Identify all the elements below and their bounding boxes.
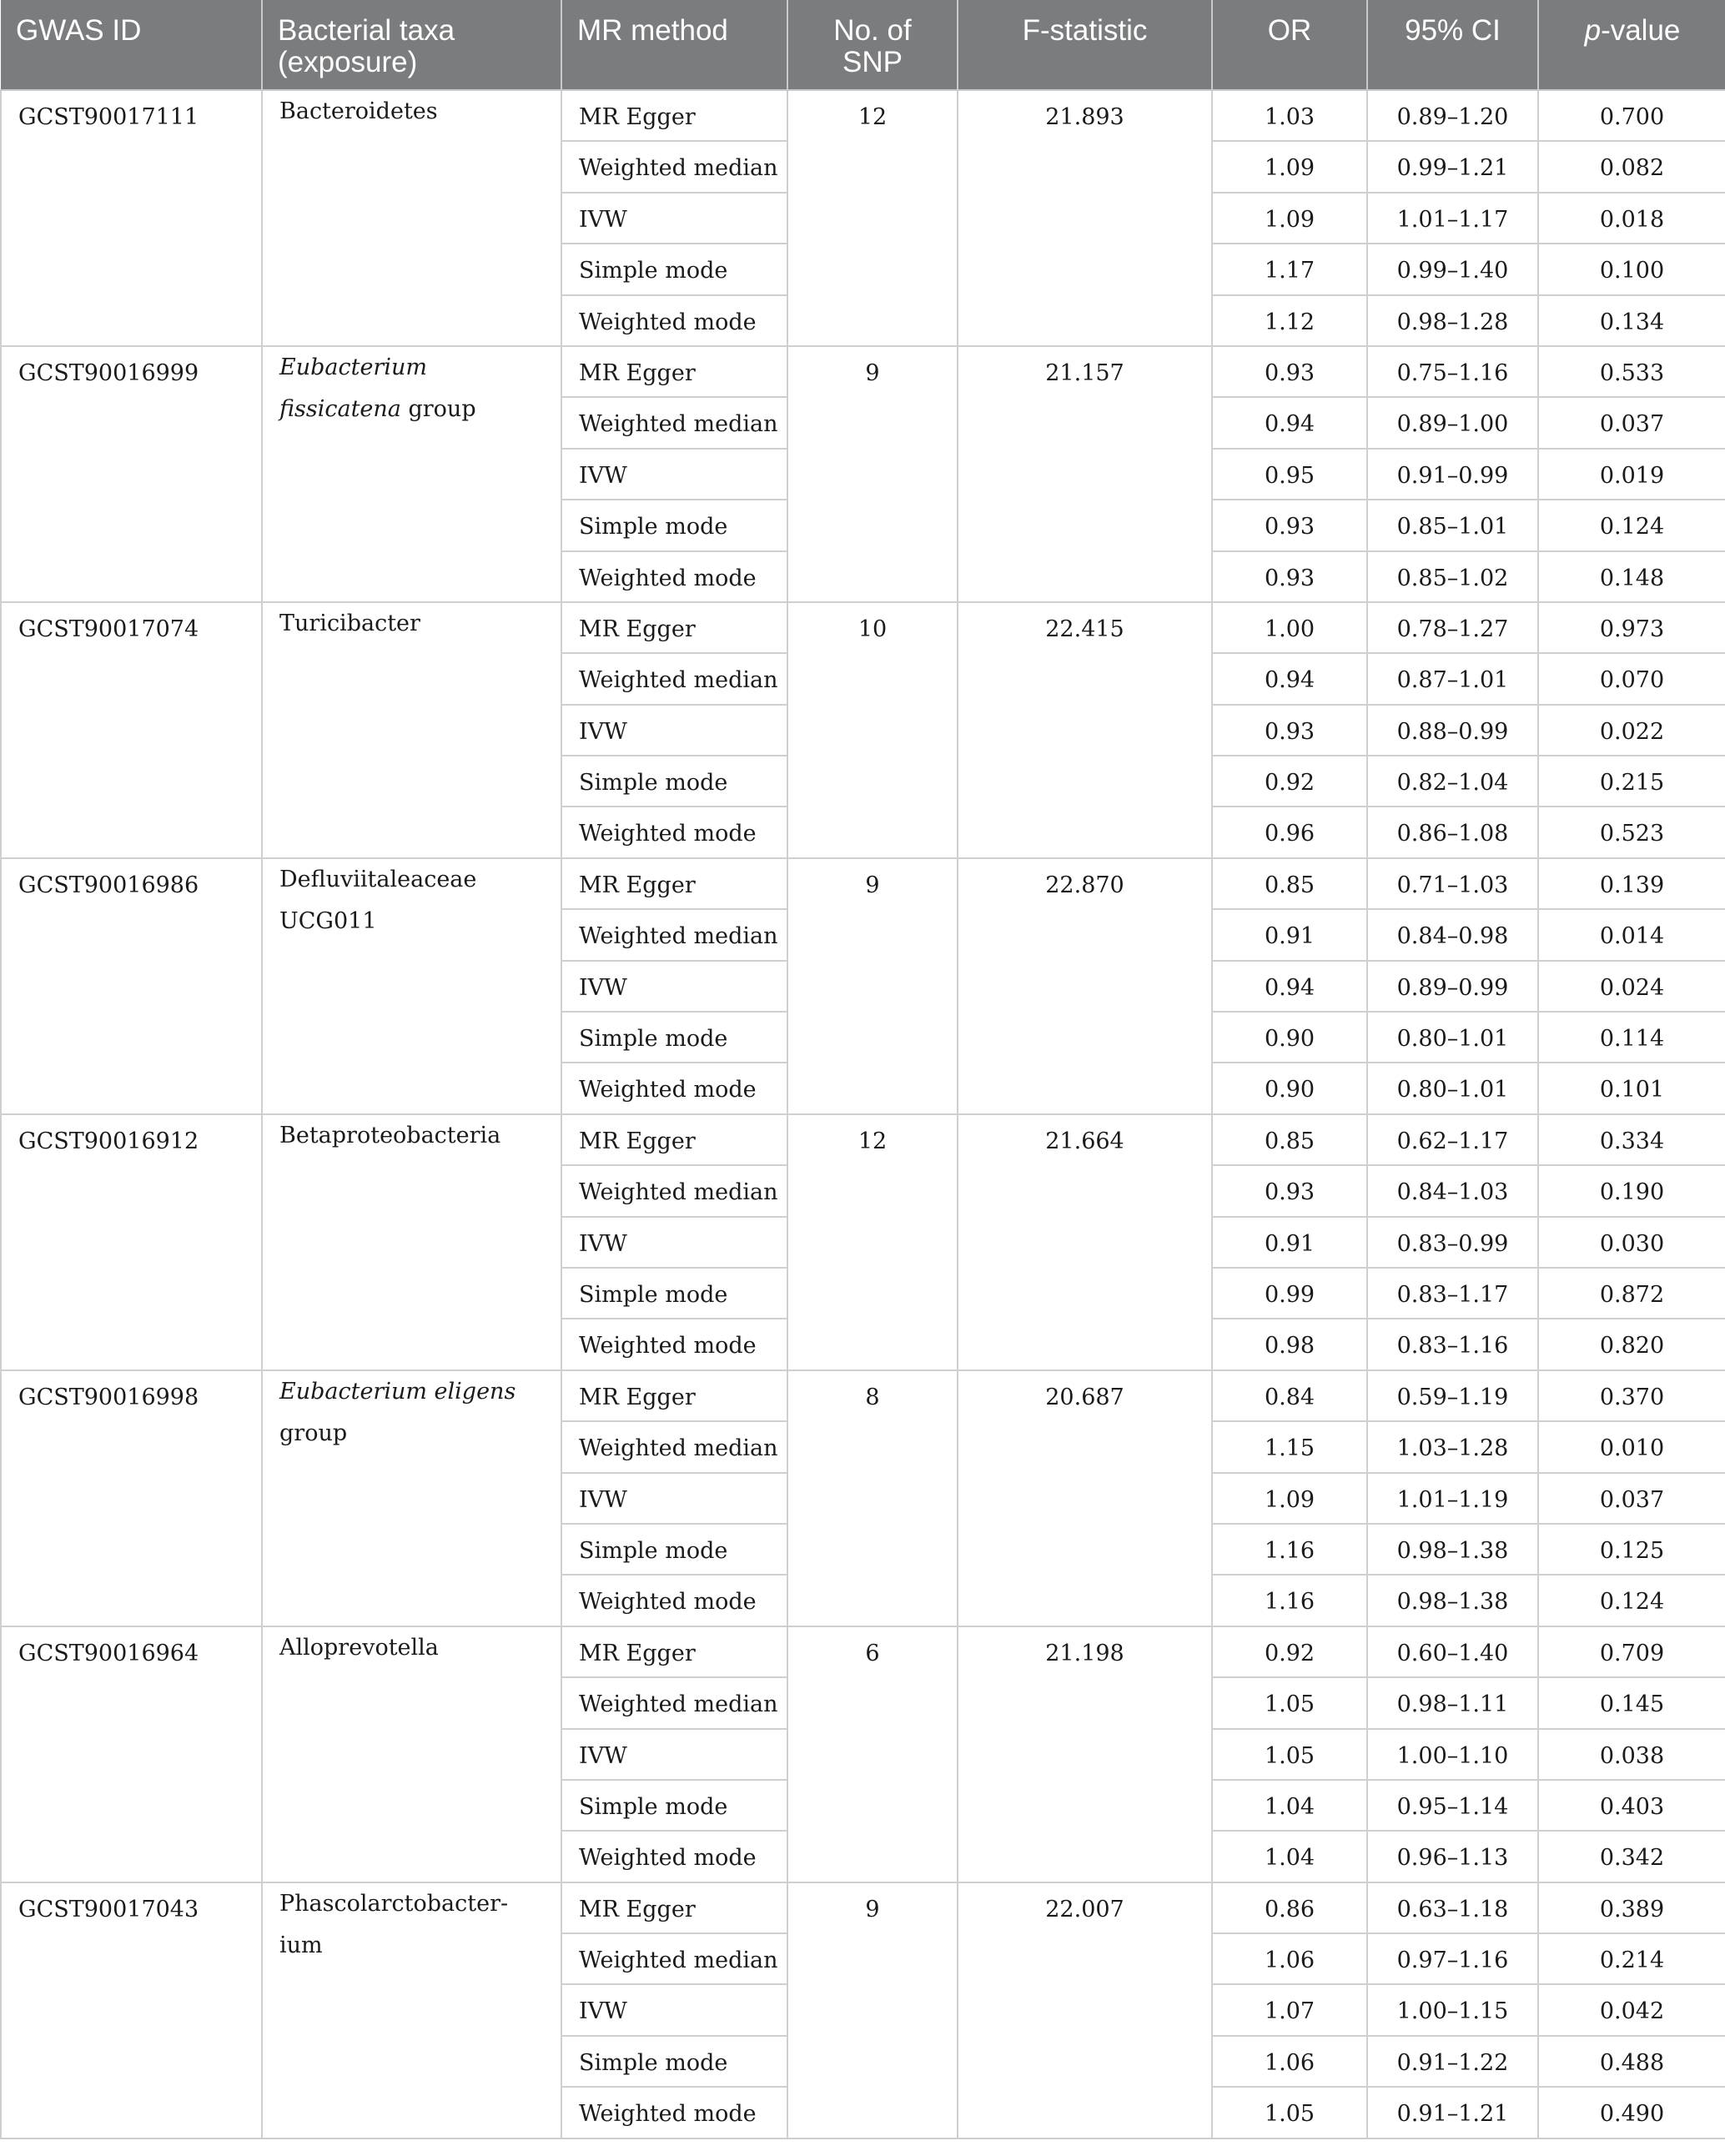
mr-method-cell: Weighted mode — [561, 295, 787, 346]
p-value-cell: 0.533 — [1538, 346, 1725, 397]
header-row — [1, 0, 1725, 90]
mr-method-cell: MR Egger — [561, 1626, 787, 1677]
or-cell: 1.05 — [1212, 1677, 1367, 1728]
p-value-cell: 0.334 — [1538, 1114, 1725, 1165]
bacterial-taxa-cell — [262, 90, 561, 346]
or-cell: 0.93 — [1212, 346, 1367, 397]
ci-cell: 0.75–1.16 — [1367, 346, 1538, 397]
taxa-name: Turicibacter — [279, 610, 420, 636]
or-cell: 0.84 — [1212, 1370, 1367, 1421]
mr-method-cell: IVW — [561, 705, 787, 756]
f-statistic-cell: 22.007 — [958, 1882, 1212, 2138]
taxa-italic-name: Eubacterium eligens — [279, 1378, 516, 1405]
p-value-cell: 0.700 — [1538, 90, 1725, 141]
header-snp-line2: SNP — [842, 46, 903, 78]
table-row — [1, 1370, 1725, 1421]
or-cell: 1.03 — [1212, 90, 1367, 141]
or-cell: 0.90 — [1212, 1063, 1367, 1113]
table-row — [1, 858, 1725, 909]
or-cell: 1.05 — [1212, 1729, 1367, 1780]
bacterial-taxa-cell — [262, 1370, 561, 1626]
or-cell: 0.91 — [1212, 1217, 1367, 1268]
mr-method-cell: Simple mode — [561, 756, 787, 807]
or-cell: 1.05 — [1212, 2087, 1367, 2138]
p-value-cell: 0.139 — [1538, 858, 1725, 909]
ci-cell: 0.83–0.99 — [1367, 1217, 1538, 1268]
p-value-cell: 0.022 — [1538, 705, 1725, 756]
p-value-cell: 0.145 — [1538, 1677, 1725, 1728]
p-value-cell: 0.389 — [1538, 1882, 1725, 1933]
or-cell: 1.16 — [1212, 1524, 1367, 1575]
mr-method-cell: Weighted mode — [561, 551, 787, 602]
mr-method-cell: Weighted mode — [561, 807, 787, 857]
header-p-value — [1538, 0, 1725, 90]
or-cell: 1.06 — [1212, 1933, 1367, 1984]
mr-method-cell: MR Egger — [561, 90, 787, 141]
or-cell: 0.94 — [1212, 653, 1367, 704]
table-row — [1, 90, 1725, 141]
taxa-name: Defluviitaleaceae UCG011 — [279, 866, 477, 934]
or-cell: 1.17 — [1212, 244, 1367, 294]
p-value-cell: 0.024 — [1538, 961, 1725, 1012]
ci-cell: 0.85–1.02 — [1367, 551, 1538, 602]
p-value-cell: 0.125 — [1538, 1524, 1725, 1575]
mr-method-cell: MR Egger — [561, 1882, 787, 1933]
ci-cell: 1.01–1.17 — [1367, 193, 1538, 244]
snp-count-cell: 9 — [787, 346, 958, 602]
header-snp-count — [787, 0, 958, 90]
header-p-italic: p — [1584, 14, 1602, 47]
ci-cell: 0.60–1.40 — [1367, 1626, 1538, 1677]
ci-cell: 0.86–1.08 — [1367, 807, 1538, 857]
f-statistic-cell: 20.687 — [958, 1370, 1212, 1626]
ci-cell: 0.89–1.20 — [1367, 90, 1538, 141]
table-header — [1, 0, 1725, 90]
or-cell: 0.99 — [1212, 1268, 1367, 1319]
or-cell: 1.07 — [1212, 1984, 1367, 2035]
ci-cell: 0.87–1.01 — [1367, 653, 1538, 704]
or-cell: 1.06 — [1212, 2036, 1367, 2087]
gwas-id-cell: GCST90017074 — [1, 602, 262, 858]
mr-method-cell: Weighted median — [561, 1933, 787, 1984]
mr-method-cell: Simple mode — [561, 1268, 787, 1319]
p-value-cell: 0.018 — [1538, 193, 1725, 244]
mr-method-cell: IVW — [561, 961, 787, 1012]
ci-cell: 0.99–1.21 — [1367, 141, 1538, 192]
bacterial-taxa-cell — [262, 1114, 561, 1370]
or-cell: 0.93 — [1212, 1165, 1367, 1216]
taxa-name: group — [279, 1420, 348, 1446]
mr-method-cell: MR Egger — [561, 858, 787, 909]
ci-cell: 0.85–1.01 — [1367, 500, 1538, 550]
gwas-id-cell: GCST90016998 — [1, 1370, 262, 1626]
header-p-rest: -value — [1601, 14, 1681, 47]
ci-cell: 0.96–1.13 — [1367, 1831, 1538, 1882]
ci-cell: 0.91–0.99 — [1367, 449, 1538, 500]
or-cell: 1.00 — [1212, 602, 1367, 653]
ci-cell: 0.63–1.18 — [1367, 1882, 1538, 1933]
f-statistic-cell: 21.157 — [958, 346, 1212, 602]
or-cell: 1.04 — [1212, 1831, 1367, 1882]
f-statistic-cell: 22.870 — [958, 858, 1212, 1114]
ci-cell: 0.84–0.98 — [1367, 909, 1538, 960]
p-value-cell: 0.070 — [1538, 653, 1725, 704]
or-cell: 0.93 — [1212, 500, 1367, 550]
or-cell: 0.95 — [1212, 449, 1367, 500]
table-row — [1, 346, 1725, 397]
mr-method-cell: Weighted mode — [561, 1319, 787, 1369]
table-row — [1, 602, 1725, 653]
p-value-cell: 0.124 — [1538, 1575, 1725, 1626]
p-value-cell: 0.488 — [1538, 2036, 1725, 2087]
or-cell: 0.91 — [1212, 909, 1367, 960]
header-mr-method: MR method — [561, 0, 787, 90]
or-cell: 1.09 — [1212, 193, 1367, 244]
p-value-cell: 0.038 — [1538, 1729, 1725, 1780]
ci-cell: 0.95–1.14 — [1367, 1780, 1538, 1831]
or-cell: 0.90 — [1212, 1012, 1367, 1063]
or-cell: 0.93 — [1212, 551, 1367, 602]
or-cell: 1.12 — [1212, 295, 1367, 346]
ci-cell: 1.00–1.10 — [1367, 1729, 1538, 1780]
bacterial-taxa-cell — [262, 1882, 561, 2138]
f-statistic-cell: 21.893 — [958, 90, 1212, 346]
bacterial-taxa-cell — [262, 858, 561, 1114]
taxa-name: Bacteroidetes — [279, 98, 438, 124]
taxa-name: Phascolarctobacter-ium — [279, 1890, 509, 1958]
p-value-cell: 0.973 — [1538, 602, 1725, 653]
mr-method-cell: Weighted median — [561, 397, 787, 448]
mr-method-cell: Weighted median — [561, 1165, 787, 1216]
p-value-cell: 0.214 — [1538, 1933, 1725, 1984]
snp-count-cell: 9 — [787, 1882, 958, 2138]
ci-cell: 0.62–1.17 — [1367, 1114, 1538, 1165]
p-value-cell: 0.019 — [1538, 449, 1725, 500]
mr-method-cell: Weighted median — [561, 1421, 787, 1472]
mr-method-cell: Weighted mode — [561, 1831, 787, 1882]
mr-method-cell: Weighted mode — [561, 1575, 787, 1626]
taxa-name: Betaproteobacteria — [279, 1122, 501, 1148]
or-cell: 0.98 — [1212, 1319, 1367, 1369]
ci-cell: 1.01–1.19 — [1367, 1473, 1538, 1524]
header-bacterial-taxa — [262, 0, 561, 90]
or-cell: 0.92 — [1212, 1626, 1367, 1677]
p-value-cell: 0.037 — [1538, 1473, 1725, 1524]
or-cell: 0.93 — [1212, 705, 1367, 756]
p-value-cell: 0.215 — [1538, 756, 1725, 807]
p-value-cell: 0.148 — [1538, 551, 1725, 602]
mr-method-cell: Simple mode — [561, 1780, 787, 1831]
snp-count-cell: 12 — [787, 1114, 958, 1370]
p-value-cell: 0.370 — [1538, 1370, 1725, 1421]
taxa-name: group — [408, 395, 476, 422]
ci-cell: 0.98–1.38 — [1367, 1575, 1538, 1626]
ci-cell: 0.98–1.38 — [1367, 1524, 1538, 1575]
ci-cell: 0.88–0.99 — [1367, 705, 1538, 756]
or-cell: 0.96 — [1212, 807, 1367, 857]
or-cell: 1.16 — [1212, 1575, 1367, 1626]
bacterial-taxa-cell — [262, 602, 561, 858]
ci-cell: 0.89–0.99 — [1367, 961, 1538, 1012]
ci-cell: 0.80–1.01 — [1367, 1012, 1538, 1063]
p-value-cell: 0.872 — [1538, 1268, 1725, 1319]
p-value-cell: 0.124 — [1538, 500, 1725, 550]
taxa-name: Alloprevotella — [279, 1634, 439, 1661]
header-taxa-line1: Bacterial taxa — [278, 14, 455, 47]
mr-method-cell: Weighted mode — [561, 2087, 787, 2138]
p-value-cell: 0.082 — [1538, 141, 1725, 192]
header-f-statistic: F-statistic — [958, 0, 1212, 90]
bacterial-taxa-cell — [262, 1626, 561, 1882]
mr-method-cell: Simple mode — [561, 244, 787, 294]
p-value-cell: 0.490 — [1538, 2087, 1725, 2138]
gwas-id-cell: GCST90016964 — [1, 1626, 262, 1882]
taxa-italic-name: Eubacterium fissicatena — [279, 354, 427, 422]
or-cell: 0.85 — [1212, 1114, 1367, 1165]
snp-count-cell: 9 — [787, 858, 958, 1114]
mr-method-cell: Weighted median — [561, 909, 787, 960]
table-row — [1, 1114, 1725, 1165]
p-value-cell: 0.134 — [1538, 295, 1725, 346]
ci-cell: 0.59–1.19 — [1367, 1370, 1538, 1421]
f-statistic-cell: 22.415 — [958, 602, 1212, 858]
f-statistic-cell: 21.664 — [958, 1114, 1212, 1370]
p-value-cell: 0.042 — [1538, 1984, 1725, 2035]
ci-cell: 0.98–1.28 — [1367, 295, 1538, 346]
mr-method-cell: Simple mode — [561, 2036, 787, 2087]
bacterial-taxa-cell — [262, 346, 561, 602]
p-value-cell: 0.010 — [1538, 1421, 1725, 1472]
header-taxa-line2: (exposure) — [278, 46, 418, 78]
gwas-id-cell: GCST90016999 — [1, 346, 262, 602]
table-row — [1, 1882, 1725, 1933]
ci-cell: 0.83–1.16 — [1367, 1319, 1538, 1369]
header-95-ci: 95% CI — [1367, 0, 1538, 90]
p-value-cell: 0.014 — [1538, 909, 1725, 960]
mr-method-cell: Simple mode — [561, 1524, 787, 1575]
ci-cell: 0.99–1.40 — [1367, 244, 1538, 294]
ci-cell: 0.83–1.17 — [1367, 1268, 1538, 1319]
ci-cell: 1.00–1.15 — [1367, 1984, 1538, 2035]
or-cell: 1.09 — [1212, 1473, 1367, 1524]
or-cell: 0.94 — [1212, 961, 1367, 1012]
or-cell: 0.85 — [1212, 858, 1367, 909]
p-value-cell: 0.114 — [1538, 1012, 1725, 1063]
or-cell: 0.92 — [1212, 756, 1367, 807]
gwas-id-cell: GCST90017111 — [1, 90, 262, 346]
or-cell: 0.86 — [1212, 1882, 1367, 1933]
ci-cell: 0.89–1.00 — [1367, 397, 1538, 448]
mr-method-cell: IVW — [561, 1217, 787, 1268]
mr-method-cell: Weighted mode — [561, 1063, 787, 1113]
mr-method-cell: Weighted median — [561, 653, 787, 704]
p-value-cell: 0.037 — [1538, 397, 1725, 448]
ci-cell: 0.98–1.11 — [1367, 1677, 1538, 1728]
header-gwas-id: GWAS ID — [1, 0, 262, 90]
f-statistic-cell: 21.198 — [958, 1626, 1212, 1882]
ci-cell: 0.84–1.03 — [1367, 1165, 1538, 1216]
p-value-cell: 0.190 — [1538, 1165, 1725, 1216]
p-value-cell: 0.403 — [1538, 1780, 1725, 1831]
or-cell: 0.94 — [1212, 397, 1367, 448]
table-row — [1, 1626, 1725, 1677]
ci-cell: 0.97–1.16 — [1367, 1933, 1538, 1984]
gwas-id-cell: GCST90016986 — [1, 858, 262, 1114]
mr-method-cell: MR Egger — [561, 1370, 787, 1421]
mr-method-cell: IVW — [561, 1984, 787, 2035]
snp-count-cell: 10 — [787, 602, 958, 858]
ci-cell: 0.71–1.03 — [1367, 858, 1538, 909]
p-value-cell: 0.101 — [1538, 1063, 1725, 1113]
mr-method-cell: MR Egger — [561, 1114, 787, 1165]
gwas-id-cell: GCST90016912 — [1, 1114, 262, 1370]
mr-method-cell: MR Egger — [561, 602, 787, 653]
mr-method-cell: IVW — [561, 1473, 787, 1524]
p-value-cell: 0.342 — [1538, 1831, 1725, 1882]
header-or: OR — [1212, 0, 1367, 90]
p-value-cell: 0.100 — [1538, 244, 1725, 294]
mr-method-cell: Weighted median — [561, 1677, 787, 1728]
ci-cell: 0.91–1.22 — [1367, 2036, 1538, 2087]
p-value-cell: 0.523 — [1538, 807, 1725, 857]
p-value-cell: 0.820 — [1538, 1319, 1725, 1369]
p-value-cell: 0.030 — [1538, 1217, 1725, 1268]
mr-method-cell: IVW — [561, 449, 787, 500]
ci-cell: 0.91–1.21 — [1367, 2087, 1538, 2138]
mr-method-cell: IVW — [561, 193, 787, 244]
snp-count-cell: 8 — [787, 1370, 958, 1626]
p-value-cell: 0.709 — [1538, 1626, 1725, 1677]
gwas-id-cell: GCST90017043 — [1, 1882, 262, 2138]
snp-count-cell: 12 — [787, 90, 958, 346]
or-cell: 1.04 — [1212, 1780, 1367, 1831]
table-body — [1, 90, 1725, 2138]
mr-method-cell: MR Egger — [561, 346, 787, 397]
or-cell: 1.15 — [1212, 1421, 1367, 1472]
ci-cell: 0.78–1.27 — [1367, 602, 1538, 653]
ci-cell: 1.03–1.28 — [1367, 1421, 1538, 1472]
mr-method-cell: IVW — [561, 1729, 787, 1780]
mr-method-cell: Weighted median — [561, 141, 787, 192]
header-snp-line1: No. of — [833, 14, 912, 47]
mr-method-cell: Simple mode — [561, 1012, 787, 1063]
ci-cell: 0.82–1.04 — [1367, 756, 1538, 807]
or-cell: 1.09 — [1212, 141, 1367, 192]
mr-method-cell: Simple mode — [561, 500, 787, 550]
snp-count-cell: 6 — [787, 1626, 958, 1882]
ci-cell: 0.80–1.01 — [1367, 1063, 1538, 1113]
